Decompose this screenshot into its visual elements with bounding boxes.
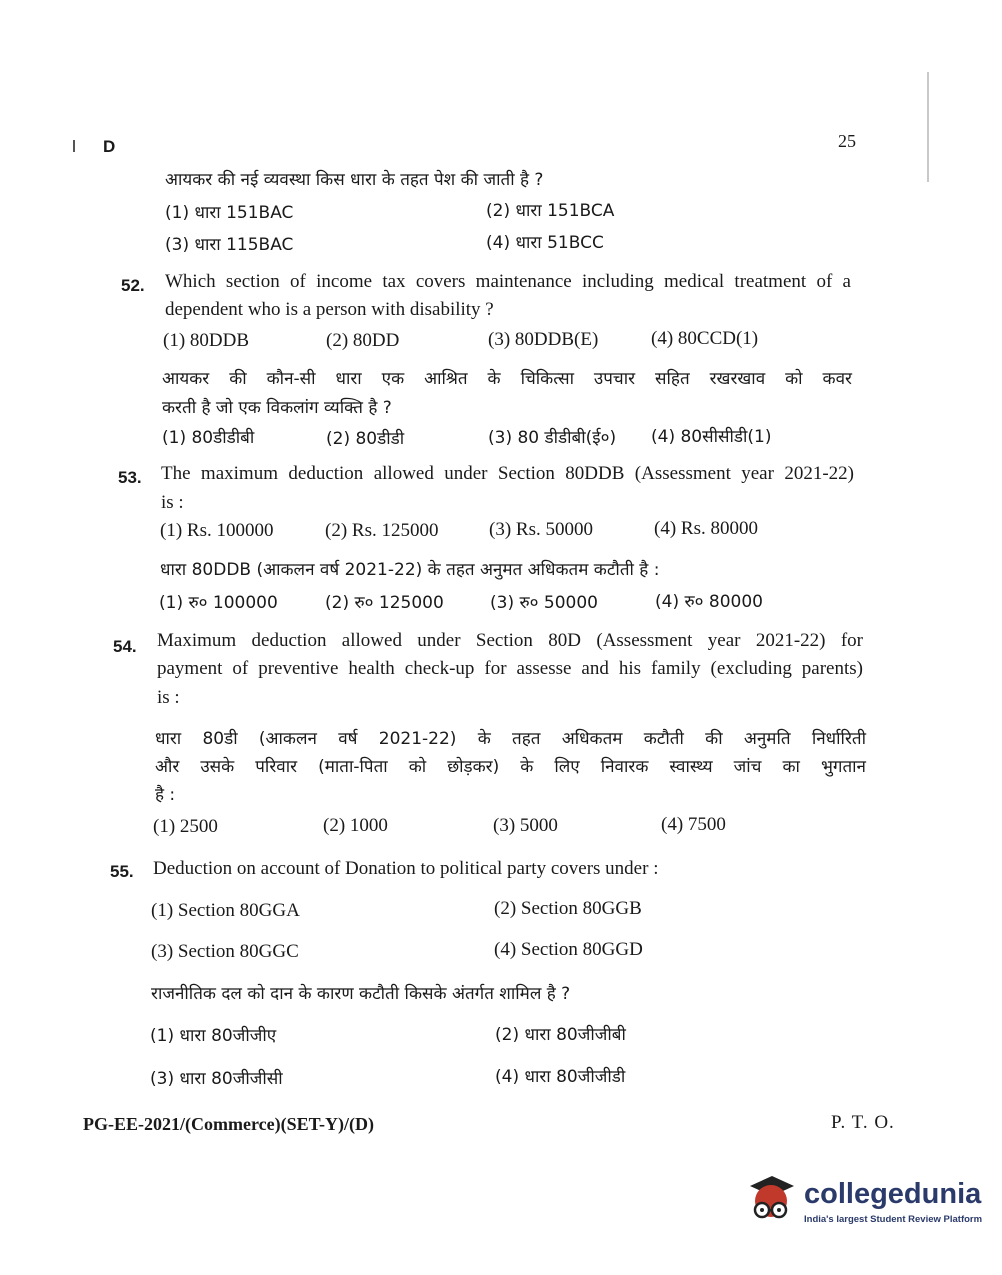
q54-option-1: (1) 2500 <box>153 816 218 837</box>
q54-option-2: (2) 1000 <box>323 815 388 836</box>
scan-edge-line <box>927 72 929 182</box>
scan-margin-tick <box>73 140 75 152</box>
q52-hindi-line1: आयकर की कौन-सी धारा एक आश्रित के चिकित्सा उपचार सहित रखरखाव को कवर <box>162 369 852 389</box>
q54-question-line3: is : <box>157 687 180 708</box>
q53-question-line1: The maximum deduction allowed under Section 80DDB (Assessment year 2021-22) <box>161 463 854 484</box>
q55-option-3: (3) Section 80GGC <box>151 941 299 962</box>
q53-option-1: (1) Rs. 100000 <box>160 520 274 541</box>
q53-hindi-option-2: (2) रु० 125000 <box>325 593 444 613</box>
q52-hindi-option-2: (2) 80डीडी <box>326 429 405 449</box>
q53-question-line2: is : <box>161 492 184 513</box>
q53-hindi-option-1: (1) रु० 100000 <box>159 593 278 613</box>
q53-option-3: (3) Rs. 50000 <box>489 519 593 540</box>
q52-option-4: (4) 80CCD(1) <box>651 328 759 349</box>
q53-option-2: (2) Rs. 125000 <box>325 520 439 541</box>
q52-question-line1: Which section of income tax covers maintenance including medical treatment of a <box>165 271 851 292</box>
q53-hindi-question: धारा 80DDB (आकलन वर्ष 2021-22) के तहत अनुमत अधिकतम कटौती है : <box>160 560 660 580</box>
q51-hindi-option-2: (2) धारा 151BCA <box>486 201 615 221</box>
q55-hindi-question: राजनीतिक दल को दान के कारण कटौती किसके अंतर्गत शामिल है ? <box>151 984 571 1004</box>
q52-option-2: (2) 80DD <box>326 330 400 351</box>
q55-option-4: (4) Section 80GGD <box>494 939 643 960</box>
set-letter: D <box>103 137 116 156</box>
q53-hindi-option-4: (4) रु० 80000 <box>655 592 763 612</box>
q52-option-1: (1) 80DDB <box>163 330 250 351</box>
paper-code: PG-EE-2021/(Commerce)(SET-Y)/(D) <box>83 1114 374 1134</box>
q52-hindi-option-1: (1) 80डीडीबी <box>162 428 255 448</box>
q54-hindi-line3: है : <box>155 785 176 805</box>
q55-hindi-option-1: (1) धारा 80जीजीए <box>150 1026 277 1046</box>
brand-tagline: India's largest Student Review Platform <box>804 1214 983 1225</box>
mascot-icon <box>742 1170 800 1226</box>
q54-option-3: (3) 5000 <box>493 815 558 836</box>
q51-hindi-option-4: (4) धारा 51BCC <box>486 233 604 253</box>
q55-option-1: (1) Section 80GGA <box>151 900 300 921</box>
q55-hindi-option-2: (2) धारा 80जीजीबी <box>495 1025 626 1045</box>
collegedunia-watermark <box>742 1170 983 1230</box>
q53-number: 53. <box>118 468 142 487</box>
q53-option-4: (4) Rs. 80000 <box>654 518 758 539</box>
q55-option-2: (2) Section 80GGB <box>494 898 642 919</box>
q55-question: Deduction on account of Donation to political party covers under : <box>153 858 659 879</box>
q54-option-4: (4) 7500 <box>661 814 726 835</box>
q54-question-line1: Maximum deduction allowed under Section 80D (Assessment year 2021-22) for <box>157 630 863 651</box>
q54-question-line2: payment of preventive health check-up for assesse and his family (excluding parents) <box>157 658 863 679</box>
q54-hindi-line2: और उसके परिवार (माता-पिता को छोड़कर) के लिए निवारक स्वास्थ्य जांच का भुगतान <box>155 757 866 777</box>
q52-option-3: (3) 80DDB(E) <box>488 329 599 350</box>
q55-hindi-option-4: (4) धारा 80जीजीडी <box>495 1067 626 1087</box>
q54-number: 54. <box>113 637 137 656</box>
q53-hindi-option-3: (3) रु० 50000 <box>490 593 598 613</box>
q52-question-line2: dependent who is a person with disability ? <box>165 299 494 320</box>
q54-hindi-line1: धारा 80डी (आकलन वर्ष 2021-22) के तहत अधिकतम कटौती की अनुमति निर्धारिती <box>155 729 866 749</box>
page-number: 25 <box>838 131 856 151</box>
q52-hindi-line2: करती है जो एक विकलांग व्यक्ति है ? <box>162 398 392 418</box>
q52-number: 52. <box>121 276 145 295</box>
q51-hindi-option-3: (3) धारा 115BAC <box>165 235 294 255</box>
pto-label: P. T. O. <box>831 1112 895 1133</box>
q51-hindi-option-1: (1) धारा 151BAC <box>165 203 294 223</box>
q55-hindi-option-3: (3) धारा 80जीजीसी <box>150 1069 283 1089</box>
q55-number: 55. <box>110 862 134 881</box>
brand-name: collegedunia <box>804 1178 982 1210</box>
q52-hindi-option-3: (3) 80 डीडीबी(ई०) <box>488 428 617 448</box>
q52-hindi-option-4: (4) 80सीसीडी(1) <box>651 427 772 447</box>
q51-hindi-question: आयकर की नई व्यवस्था किस धारा के तहत पेश की जाती है ? <box>165 170 544 190</box>
